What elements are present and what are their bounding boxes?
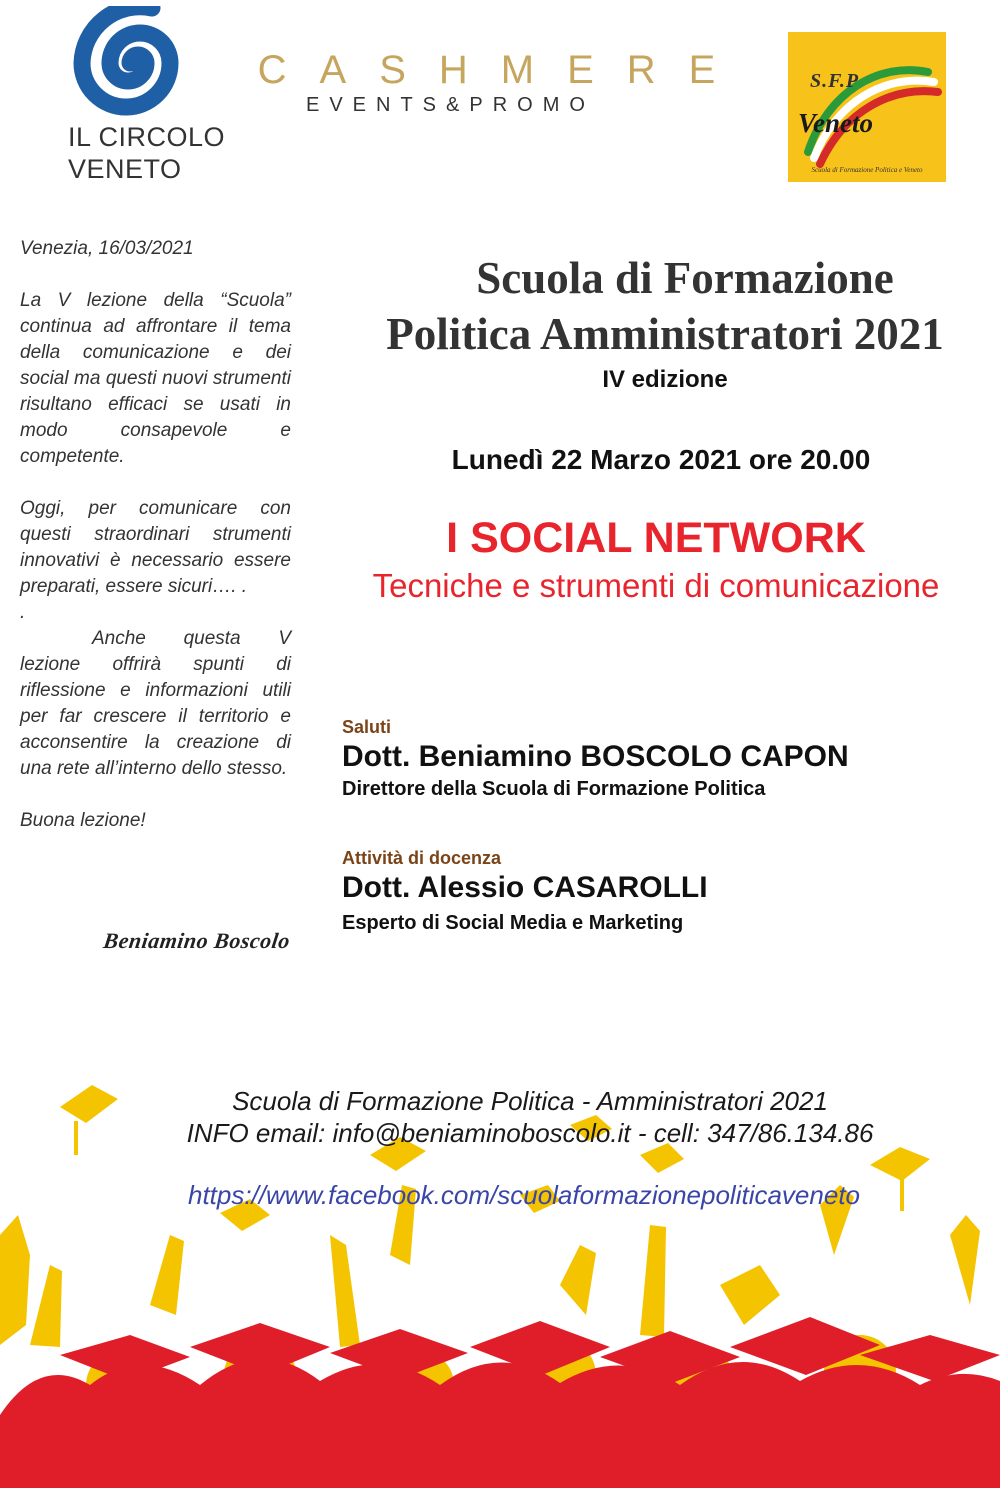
title-line1: Scuola di Formazione — [476, 253, 894, 303]
circolo-logo-line1: IL CIRCOLO — [68, 122, 226, 152]
speaker-title: Direttore della Scuola di Formazione Politica — [342, 778, 766, 800]
letter-paragraph: Oggi, per comunicare con questi straordinari strumenti innovativi è necessario essere preparati, essere sicuri…. . — [20, 498, 291, 597]
intro-letter — [20, 236, 291, 834]
event-topic: I SOCIAL NETWORK — [446, 514, 866, 562]
cashmere-logo-text: CASHMERE — [257, 48, 749, 92]
letter-paragraph: Anche questa V lezione offrirà spunti di riflessione e informazioni utili per far crescere il territorio e acconsentire la creazione di una rete all’interno dello stesso. — [20, 628, 291, 779]
circolo-veneto-logo — [62, 6, 226, 191]
event-date: Lunedì 22 Marzo 2021 ore 20.00 — [451, 444, 871, 475]
speaker-name: Dott. Alessio CASAROLLI — [342, 871, 708, 904]
italian-flag-swoosh-icon — [788, 32, 946, 182]
speaker-name: Dott. Beniamino BOSCOLO CAPON — [342, 740, 849, 773]
edition-label: IV edizione — [602, 366, 728, 393]
sfp-logo-region: Veneto — [798, 108, 874, 138]
cashmere-logo — [228, 48, 778, 128]
event-subtopic: Tecniche e strumenti di comunicazione — [372, 567, 940, 604]
footer-school-name: Scuola di Formazione Politica - Amministratori 2021 — [232, 1086, 828, 1116]
speaker-role: Saluti — [342, 717, 392, 737]
red-caps-row — [0, 1317, 1000, 1488]
facebook-link[interactable]: https://www.facebook.com/scuolaformazionepoliticaveneto — [187, 1180, 860, 1210]
cashmere-logo-subtext: EVENTS&PROMO — [306, 94, 595, 116]
circolo-logo-line2: VENETO — [68, 154, 182, 184]
speaker-title: Esperto di Social Media e Marketing — [342, 912, 684, 934]
signature: Beniamino Boscolo — [101, 928, 292, 953]
sfp-logo-acronym: S.F.P — [810, 70, 860, 92]
page-title — [330, 250, 1000, 362]
spiral-icon — [66, 6, 216, 121]
sfp-logo-caption: Scuola di Formazione Politica e Veneto — [811, 166, 923, 174]
letter-paragraph: La V lezione della “Scuola” continua ad affrontare il tema della comunicazione e dei social ma questi nuovi strumenti risultano efficaci se usati in modo consapevole e competente. — [20, 290, 291, 467]
speaker-role: Attività di docenza — [342, 848, 502, 868]
letter-closing: Buona lezione! — [20, 810, 146, 831]
sfp-veneto-logo — [788, 32, 946, 182]
letter-separator: . — [20, 602, 26, 623]
title-line2: Politica Amministratori 2021 — [386, 309, 944, 359]
footer-contact-info: INFO email: info@beniaminoboscolo.it - cell: 347/86.134.86 — [186, 1118, 874, 1148]
letter-date: Venezia, 16/03/2021 — [20, 238, 194, 259]
